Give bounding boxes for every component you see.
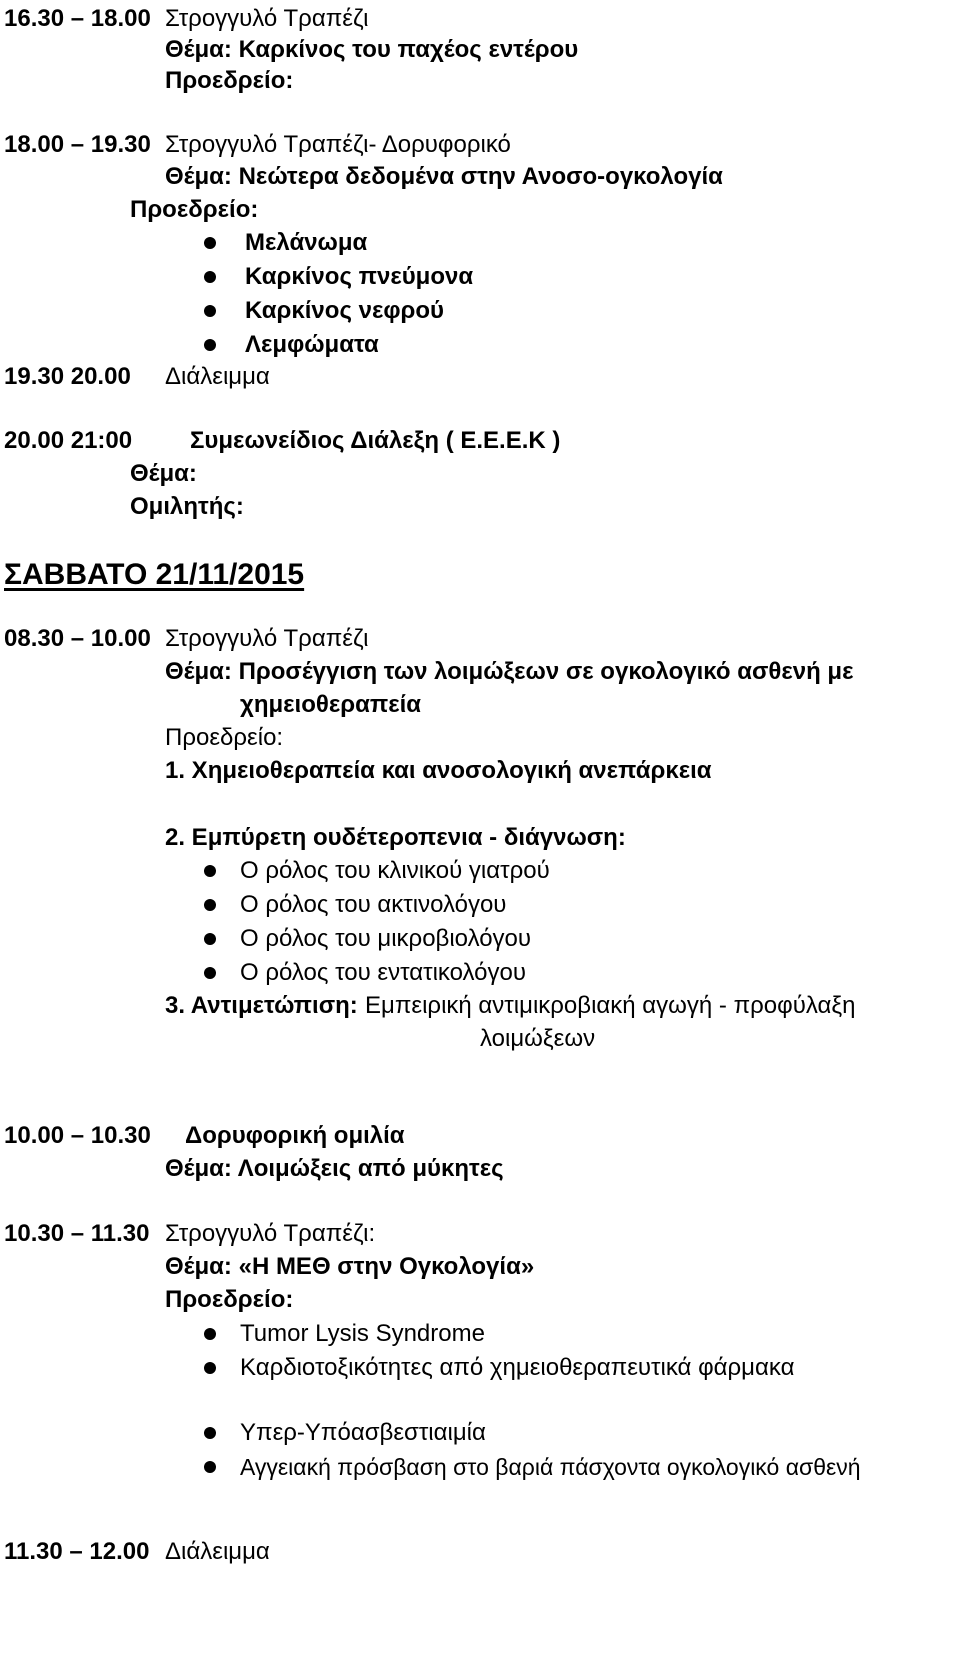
bullet-icon xyxy=(204,1461,216,1473)
session-5-type: Στρογγυλό Τραπέζι xyxy=(165,625,369,652)
break-1-label: Διάλειμμα xyxy=(165,363,270,390)
bullet-icon xyxy=(204,899,216,911)
session-5-bullet: Ο ρόλος του εντατικολόγου xyxy=(240,959,526,986)
session-7-bullet: Υπερ-Υπόασβεστιαιμία xyxy=(240,1419,486,1446)
session-5-chair: Προεδρείο: xyxy=(165,724,284,751)
bullet-icon xyxy=(204,967,216,979)
session-2-bullet: Λεμφώματα xyxy=(245,331,379,358)
bullet-icon xyxy=(204,1328,216,1340)
session-7-time: 10.30 – 11.30 xyxy=(4,1220,150,1247)
session-5-bullet: Ο ρόλος του κλινικού γιατρού xyxy=(240,857,550,884)
session-5-item-3-text-cont: λοιμώξεων xyxy=(480,1025,596,1052)
bullet-icon xyxy=(204,1362,216,1374)
session-1-topic: Θέμα: Καρκίνος του παχέος εντέρου xyxy=(165,36,579,63)
day-heading: ΣΑΒΒΑΤΟ 21/11/2015 xyxy=(4,558,305,591)
break-2-label: Διάλειμμα xyxy=(165,1538,270,1565)
session-6-time: 10.00 – 10.30 xyxy=(4,1122,151,1149)
bullet-icon xyxy=(204,271,216,283)
session-5-item-1: 1. Χημειοθεραπεία και ανοσολογική ανεπάρκεια xyxy=(165,757,712,784)
session-2-type: Στρογγυλό Τραπέζι- Δορυφορικό xyxy=(165,131,511,158)
session-5-item-3-label: 3. Αντιμετώπιση: xyxy=(165,992,358,1019)
session-2-topic: Θέμα: Νεώτερα δεδομένα στην Ανοσο-ογκολογία xyxy=(165,163,723,190)
lecture-speakers: Ομιλητής: xyxy=(130,493,244,520)
session-2-time: 18.00 – 19.30 xyxy=(4,131,151,158)
session-1-time: 16.30 – 18.00 xyxy=(4,5,151,32)
break-2-time: 11.30 – 12.00 xyxy=(4,1538,150,1565)
session-7-topic: Θέμα: «Η ΜΕΘ στην Ογκολογία» xyxy=(165,1253,535,1280)
session-2-bullet: Καρκίνος πνεύμονα xyxy=(245,263,474,290)
session-5-bullet: Ο ρόλος του ακτινολόγου xyxy=(240,891,507,918)
bullet-icon xyxy=(204,933,216,945)
session-7-bullet: Αγγειακή πρόσβαση στο βαριά πάσχοντα ογκολογικό ασθενή xyxy=(240,1454,861,1480)
session-5-item-2: 2. Εμπύρετη ουδέτεροπενια - διάγνωση: xyxy=(165,824,626,851)
break-1-time: 19.30 20.00 xyxy=(4,363,131,390)
session-7-chair: Προεδρείο: xyxy=(165,1286,294,1313)
session-2-bullet: Μελάνωμα xyxy=(245,229,368,256)
session-6-topic: Θέμα: Λοιμώξεις από μύκητες xyxy=(165,1155,504,1182)
session-1-chair: Προεδρείο: xyxy=(165,67,294,94)
lecture-time: 20.00 21:00 xyxy=(4,427,133,454)
bullet-icon xyxy=(204,339,216,351)
lecture-title: Συμεωνείδιος Διάλεξη ( Ε.Ε.Ε.Κ ) xyxy=(190,427,561,454)
session-5-time: 08.30 – 10.00 xyxy=(4,625,151,652)
bullet-icon xyxy=(204,865,216,877)
session-1-type: Στρογγυλό Τραπέζι xyxy=(165,5,369,32)
session-2-bullet: Καρκίνος νεφρού xyxy=(245,297,444,324)
session-5-topic-cont: χημειοθεραπεία xyxy=(240,691,422,718)
session-5-item-3-text: Εμπειρική αντιμικροβιακή αγωγή - προφύλαξη xyxy=(365,992,856,1019)
session-7-type: Στρογγυλό Τραπέζι: xyxy=(165,1220,376,1247)
bullet-icon xyxy=(204,1427,216,1439)
session-6-title: Δορυφορική ομιλία xyxy=(185,1122,405,1149)
session-7-bullet: Tumor Lysis Syndrome xyxy=(240,1320,485,1347)
lecture-topic: Θέμα: xyxy=(130,460,197,487)
session-2-chair: Προεδρείο: xyxy=(130,196,259,223)
bullet-icon xyxy=(204,237,216,249)
session-5-topic: Θέμα: Προσέγγιση των λοιμώξεων σε ογκολογικό ασθενή με xyxy=(165,658,854,685)
session-7-bullet: Καρδιοτοξικότητες από χημειοθεραπευτικά φάρμακα xyxy=(240,1354,795,1381)
bullet-icon xyxy=(204,305,216,317)
session-5-bullet: Ο ρόλος του μικροβιολόγου xyxy=(240,925,532,952)
